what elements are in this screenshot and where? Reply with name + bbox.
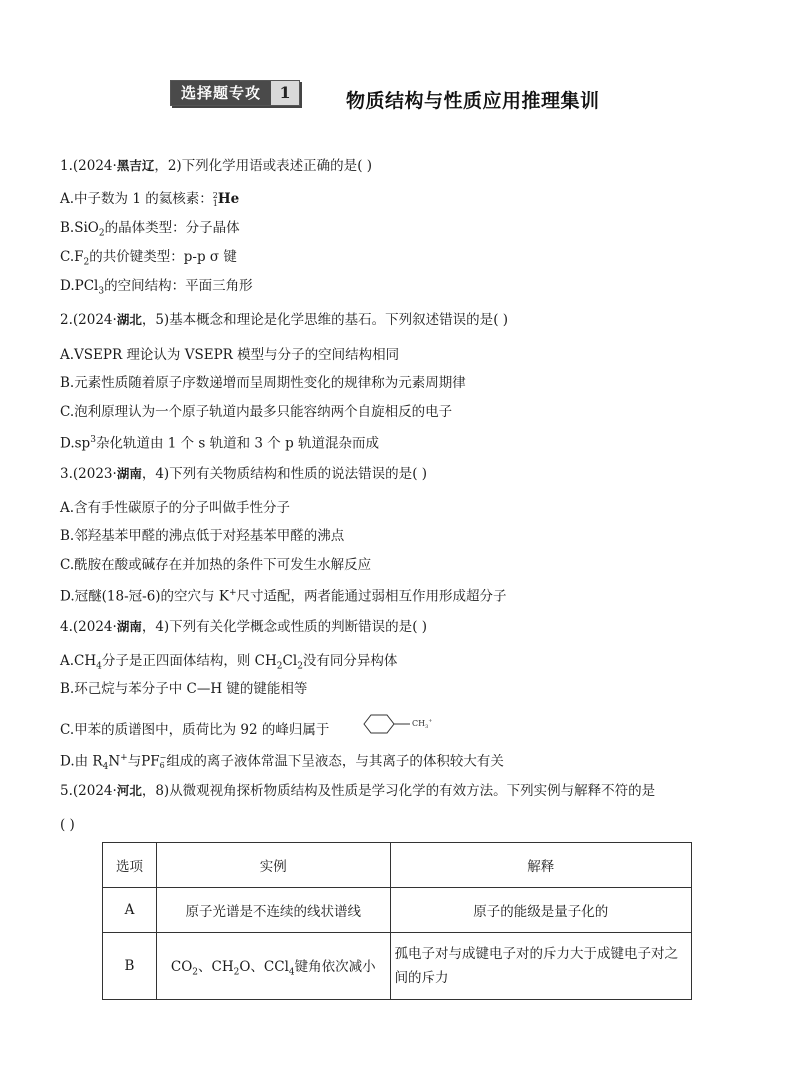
- question-1-stem: 1.(2024·黑吉辽，2)下列化学用语或表述正确的是( ): [60, 158, 373, 174]
- question-3-option-d: D.冠醚(18-冠-6)的空穴与 K+尺寸适配，两者能通过弱相互作用形成超分子: [60, 588, 507, 605]
- table-cell-option: A: [103, 888, 157, 933]
- section-header: [170, 78, 300, 108]
- ion-label: $CH_3^+$: [412, 718, 433, 730]
- badge-label: 选择题专攻: [171, 81, 271, 105]
- question-1-option-a: A.中子数为 1 的氦核素：2 1He: [60, 190, 240, 208]
- question-4-option-b: B.环己烷与苯分子中 C—H 键的键能相等: [60, 681, 308, 697]
- question-3-option-a: A.含有手性碳原子的分子叫做手性分子: [60, 500, 291, 516]
- badge-number: 1: [271, 81, 299, 105]
- question-2-option-d: $D.sp^3$杂化轨道由 1 个 s 轨道和 3 个 p 轨道混杂而成: [60, 435, 380, 452]
- table-row: [103, 933, 692, 1000]
- question-2-stem: 2.(2024·湖北，5)基本概念和理论是化学思维的基石。下列叙述错误的是( ): [60, 312, 509, 328]
- answer-table: [102, 842, 692, 1000]
- table-header: 解释: [390, 843, 691, 888]
- question-1-option-d: D.PCl$_3$的空间结构：平面三角形: [60, 278, 253, 297]
- page-title: 物质结构与性质应用推理集训: [346, 90, 600, 112]
- question-2-option-a: A.VSEPR 理论认为 VSEPR 模型与分子的空间结构相同: [60, 347, 400, 363]
- question-3-option-c: C.酰胺在酸或碱存在并加热的条件下可发生水解反应: [60, 557, 372, 573]
- question-5-answer-paren: ( ): [60, 817, 75, 833]
- section-badge: [170, 80, 300, 106]
- table-cell-example: $CO_2$、$CH_2O$、CCl$_4$键角依次减小: [156, 933, 390, 1000]
- question-1-option-b: B.SiO$_2$的晶体类型：分子晶体: [60, 220, 240, 239]
- question-2-option-c: C.泡利原理认为一个原子轨道内最多只能容纳两个自旋相反的电子: [60, 404, 453, 420]
- table-cell-explanation: 原子的能级是量子化的: [390, 888, 691, 933]
- table-header: 实例: [156, 843, 390, 888]
- table-cell-example: 原子光谱是不连续的线状谱线: [156, 888, 390, 933]
- question-3-option-b: B.邻羟基苯甲醛的沸点低于对羟基苯甲醛的沸点: [60, 528, 345, 544]
- table-cell-option: B: [103, 933, 157, 1000]
- question-2-option-b: B.元素性质随着原子序数递增而呈周期性变化的规律称为元素周期律: [60, 375, 466, 391]
- benzyl-cation-structure: [360, 713, 450, 735]
- table-cell-explanation: 孤电子对与成键电子对的斥力大于成键电子对之间的斥力: [390, 933, 691, 1000]
- question-5-stem: 5.(2024·河北，8)从微观视角探析物质结构及性质是学习化学的有效方法。下列实例与解释不符的是: [60, 783, 656, 799]
- question-4-option-a: $A.CH_4$分子是正四面体结构，则 $CH_2Cl_2$没有同分异构体: [60, 653, 398, 672]
- question-1-option-c: $C.F_2$的共价键类型：p-p σ 键: [60, 249, 237, 268]
- question-4-option-c: C.甲苯的质谱图中，质荷比为 92 的峰归属于: [60, 722, 330, 738]
- question-4-option-d: D.由 $R_4N^+$与PF− 6 组成的离子液体常温下呈液态，与其离子的体积较大有关: [60, 753, 504, 773]
- table-header: 选项: [103, 843, 157, 888]
- question-4-stem: 4.(2024·湖南，4)下列有关化学概念或性质的判断错误的是( ): [60, 619, 428, 635]
- table-header-row: [103, 843, 692, 888]
- table-row: [103, 888, 692, 933]
- question-3-stem: 3.(2023·湖南，4)下列有关物质结构和性质的说法错误的是( ): [60, 466, 428, 482]
